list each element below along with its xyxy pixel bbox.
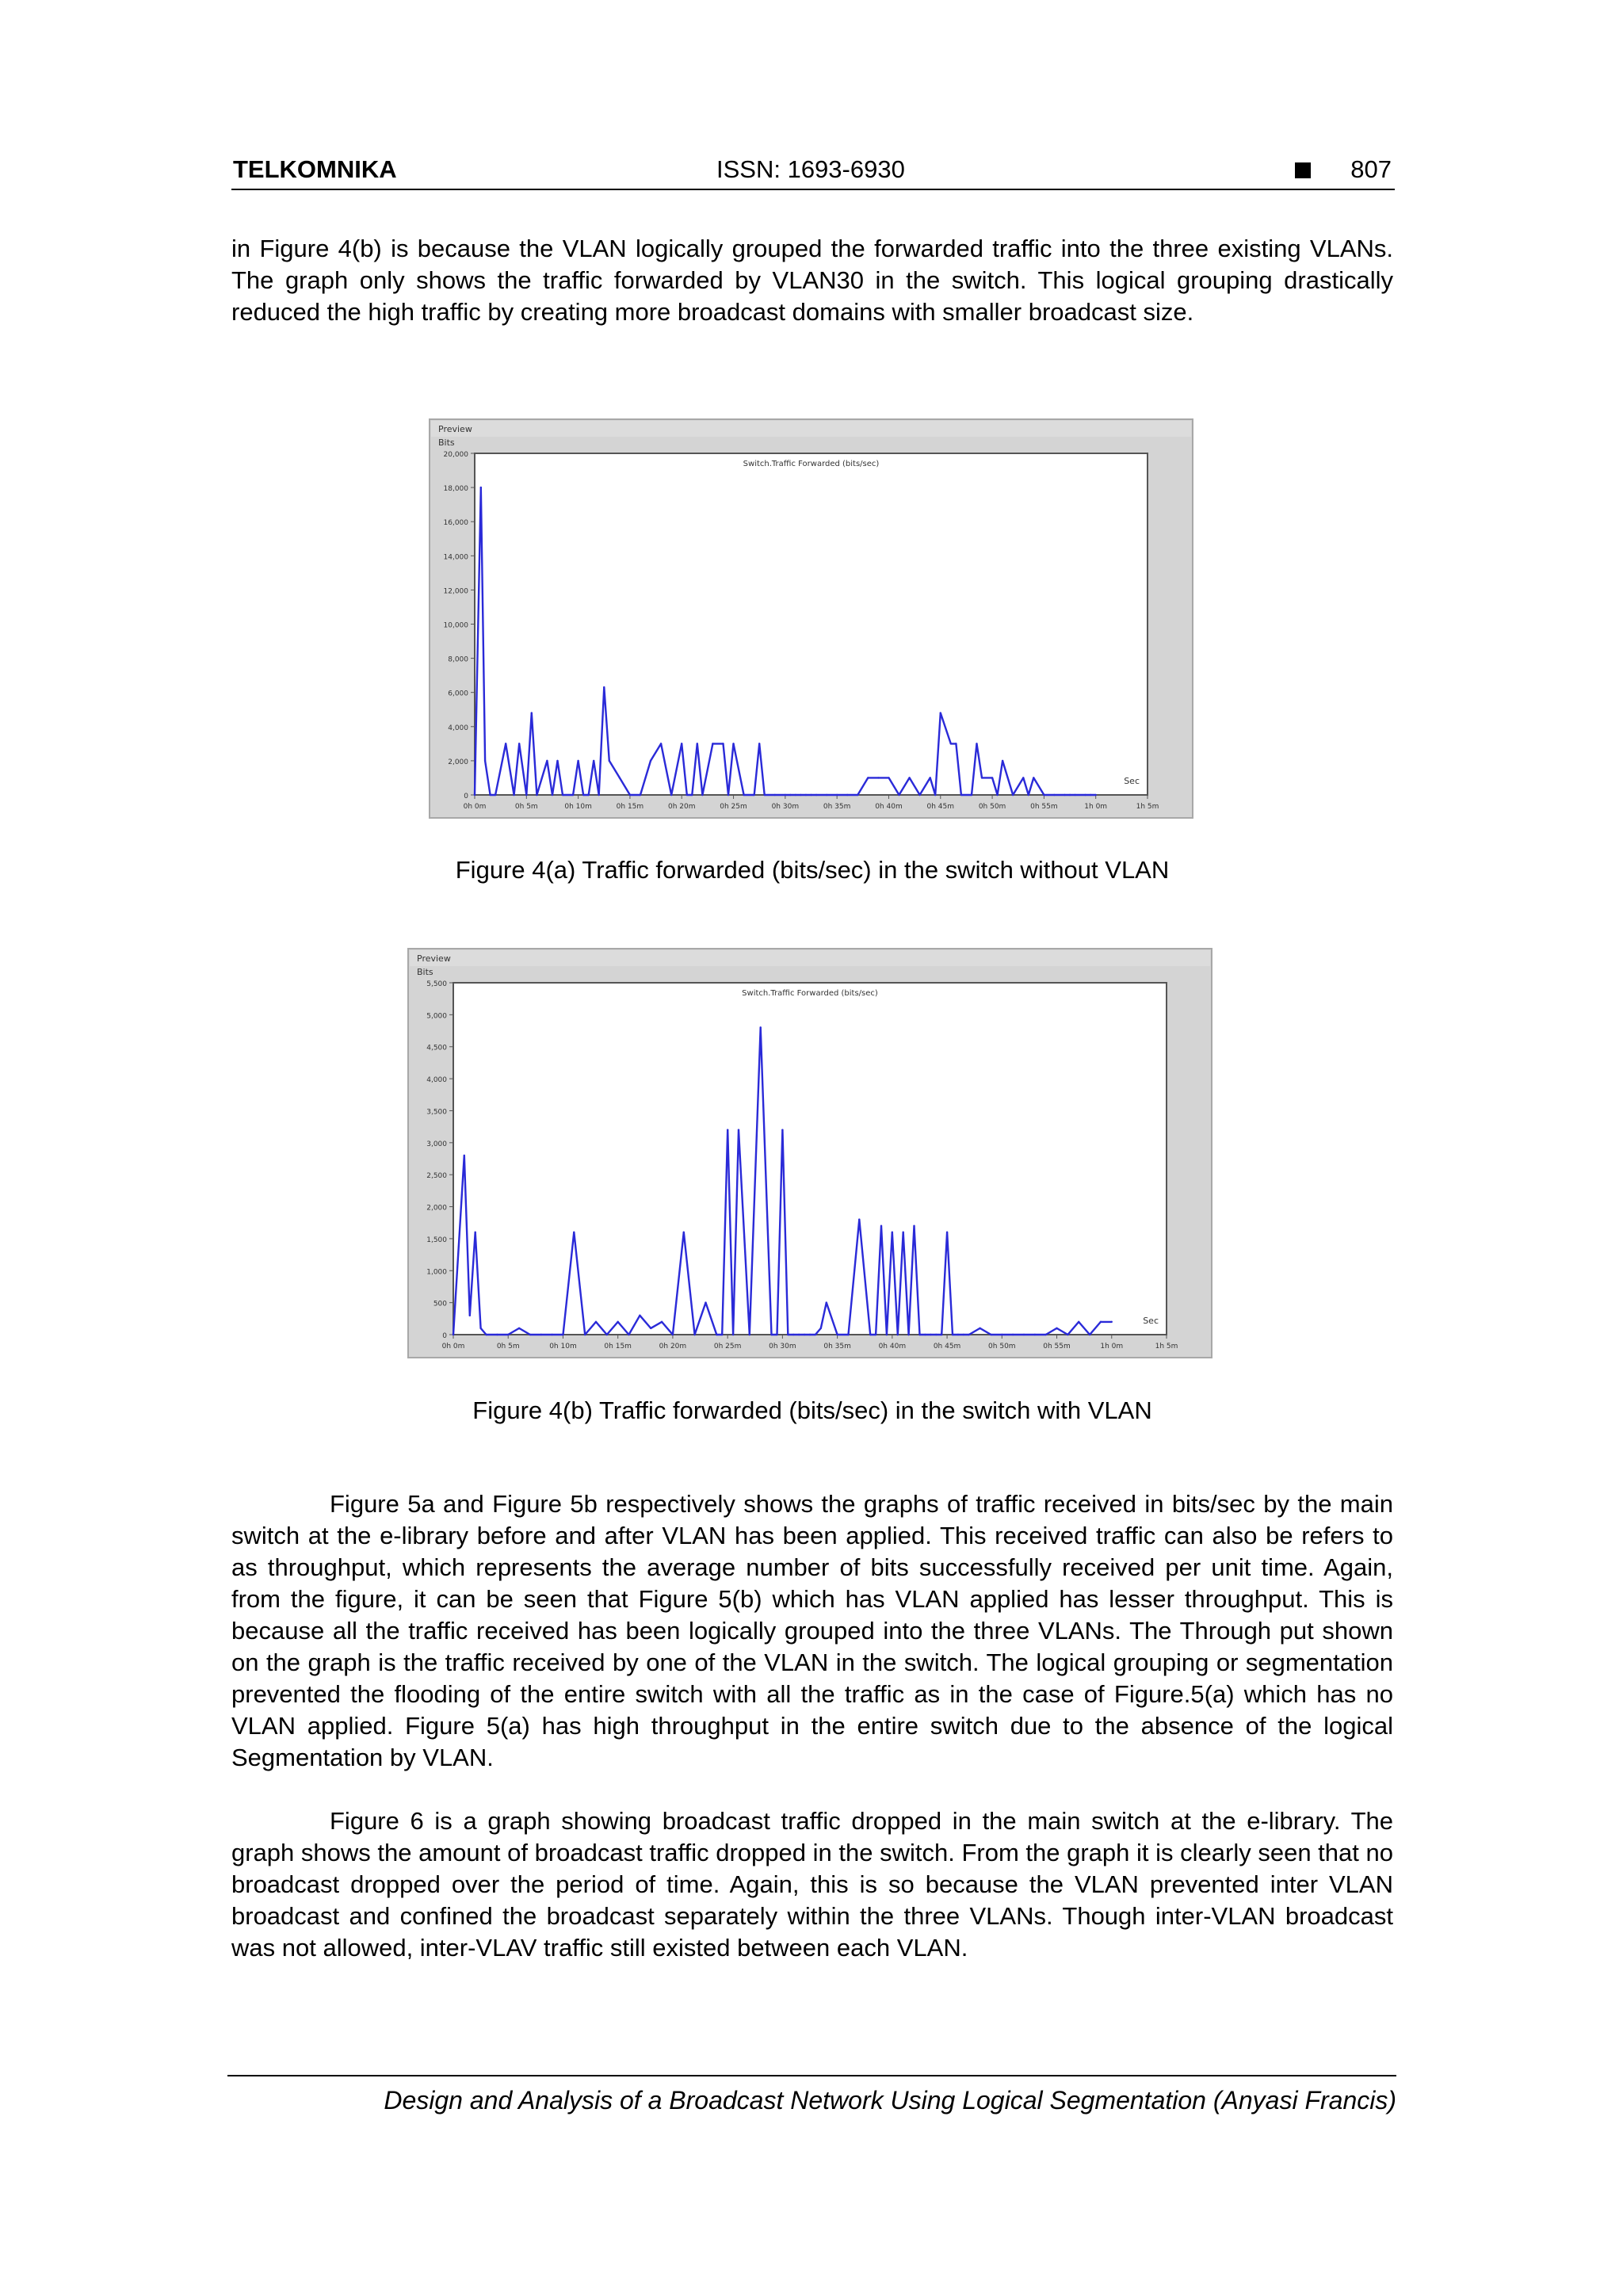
data-point: [562, 794, 563, 796]
data-point: [705, 1301, 706, 1303]
data-point: [464, 1155, 465, 1156]
figure-4a-svg: [429, 418, 1193, 819]
figure-5-paragraph: Figure 5a and Figure 5b respectively shows the graphs of traffic received in bits/sec by the main switch at the e-library before and after VLAN has been applied. This received traffic can also be refers to as throughput, which represents the average number of bits successfully received per unit time. Again, from the figure, it can be seen that Figure 5(b) which has VLAN applied has lesser throughput. This is because all the traffic received has been logically grouped into the three VLANs. The Through put shown on the graph is the traffic received by one of the VLAN in the switch. The logical grouping or segmentation prevented the flooding of the entire switch with all the traffic as in the case of Figure.5(a) which has no VLAN applied. Figure 5(a) has high throughput in the entire switch due to the absence of the logical Segmentation by VLAN.: [231, 1490, 1393, 1771]
x-tick-label: 0h 55m: [1030, 803, 1058, 811]
data-point: [897, 1334, 899, 1335]
x-tick-label: 0h 25m: [713, 1343, 742, 1350]
data-point: [479, 1328, 481, 1329]
page-number: 807: [1350, 155, 1392, 183]
data-point: [847, 1334, 849, 1335]
x-tick-label: 0h 15m: [616, 803, 644, 811]
data-point: [1001, 1334, 1002, 1335]
x-tick-label: 1h 5m: [1136, 803, 1159, 811]
data-point: [513, 794, 514, 796]
x-tick-label: 0h 50m: [988, 1343, 1016, 1350]
data-point: [469, 1315, 471, 1316]
preview-label: Preview: [417, 953, 451, 964]
data-point: [525, 794, 527, 796]
data-point: [809, 1334, 811, 1335]
data-point: [1078, 1321, 1079, 1323]
data-point: [518, 743, 520, 744]
data-point: [609, 760, 610, 762]
x-tick-label: 0h 30m: [771, 803, 800, 811]
data-point: [952, 1334, 953, 1335]
figure-4b-caption: Figure 4(b) Traffic forwarded (bits/sec) in the switch with VLAN: [472, 1396, 1152, 1424]
data-point: [629, 794, 631, 796]
data-point: [846, 794, 848, 796]
chart-titlebar: [410, 950, 1210, 966]
y-tick-label: 4,000: [448, 724, 468, 732]
data-point: [857, 794, 858, 796]
data-point: [518, 1328, 520, 1329]
data-point: [546, 760, 548, 762]
data-point: [495, 794, 496, 796]
data-point: [628, 1334, 629, 1335]
data-point: [617, 1321, 618, 1323]
x-tick-label: 0h 25m: [720, 803, 747, 811]
data-point: [935, 1334, 937, 1335]
data-point: [619, 777, 621, 778]
y-tick-label: 14,000: [443, 553, 468, 562]
data-point: [957, 1334, 959, 1335]
data-point: [1002, 760, 1003, 762]
x-axis-label: Sec: [1143, 1316, 1159, 1326]
data-point: [1067, 1334, 1068, 1335]
figure-4a-chart: [429, 418, 1193, 819]
x-tick-label: 1h 5m: [1155, 1343, 1178, 1350]
data-point: [639, 1315, 640, 1316]
data-point: [836, 794, 838, 796]
data-point: [781, 1129, 783, 1130]
data-point: [573, 1232, 575, 1233]
x-tick-label: 0h 30m: [769, 1343, 796, 1350]
x-tick-label: 0h 35m: [823, 1343, 851, 1350]
y-tick-label: 1,500: [426, 1236, 447, 1244]
square-bullet-icon: [1295, 162, 1311, 178]
data-point: [907, 1334, 909, 1335]
data-point: [758, 743, 760, 744]
running-header: [231, 155, 1395, 190]
y-axis-label: Bits: [417, 967, 433, 977]
data-point: [738, 1129, 739, 1130]
x-tick-label: 0h 20m: [659, 1343, 687, 1350]
data-point: [1023, 1334, 1025, 1335]
data-point: [540, 1334, 542, 1335]
data-point: [485, 1334, 487, 1335]
data-point: [1100, 1321, 1102, 1323]
data-point: [918, 1334, 920, 1335]
y-tick-label: 10,000: [443, 621, 468, 630]
x-tick-label: 0h 35m: [823, 803, 851, 811]
y-tick-label: 2,000: [426, 1204, 447, 1213]
figure-4a-caption: Figure 4(a) Traffic forwarded (bits/sec) in the switch without VLAN: [455, 856, 1170, 884]
data-point: [774, 794, 776, 796]
y-axis-label: Bits: [438, 437, 455, 448]
data-point: [453, 1334, 454, 1335]
data-point: [877, 777, 879, 778]
data-point: [536, 794, 537, 796]
data-point: [681, 743, 682, 744]
data-point: [1034, 1334, 1036, 1335]
data-point: [924, 1334, 926, 1335]
data-point: [867, 777, 869, 778]
x-tick-label: 0h 5m: [496, 1343, 520, 1350]
y-tick-label: 2,000: [448, 758, 468, 766]
x-tick-label: 1h 0m: [1100, 1343, 1124, 1350]
data-point: [749, 1334, 750, 1335]
data-point: [1033, 777, 1034, 778]
data-point: [1022, 777, 1024, 778]
data-point: [1056, 1328, 1057, 1329]
data-point: [582, 794, 584, 796]
data-point: [941, 1334, 942, 1335]
y-tick-label: 6,000: [448, 690, 468, 698]
x-tick-label: 0h 5m: [514, 803, 538, 811]
data-point: [787, 1334, 789, 1335]
data-point: [908, 777, 910, 778]
data-point: [1089, 1334, 1090, 1335]
journal-name: TELKOMNIKA: [233, 155, 397, 183]
data-point: [940, 712, 941, 713]
data-point: [552, 794, 553, 796]
data-point: [1090, 794, 1091, 796]
data-point: [562, 1334, 563, 1335]
data-point: [556, 760, 558, 762]
data-point: [971, 794, 972, 796]
data-point: [810, 794, 812, 796]
data-point: [886, 1334, 888, 1335]
data-point: [1111, 1321, 1113, 1323]
data-point: [1028, 794, 1029, 796]
data-point: [660, 743, 662, 744]
data-point: [888, 777, 889, 778]
data-point: [606, 1334, 608, 1335]
y-tick-label: 4,000: [426, 1076, 447, 1085]
y-tick-label: 5,000: [426, 1012, 447, 1021]
data-point: [1094, 794, 1096, 796]
data-point: [930, 777, 931, 778]
data-point: [1074, 794, 1075, 796]
data-point: [804, 1334, 805, 1335]
data-point: [1084, 794, 1086, 796]
y-tick-label: 5,500: [426, 980, 447, 988]
y-tick-label: 1,000: [426, 1268, 447, 1277]
data-point: [815, 794, 817, 796]
data-point: [732, 743, 734, 744]
data-point: [1012, 1334, 1014, 1335]
data-point: [507, 1334, 509, 1335]
y-tick-label: 0: [442, 1332, 447, 1340]
y-tick-label: 2,500: [426, 1172, 447, 1181]
data-point: [531, 712, 533, 713]
preview-label: Preview: [438, 424, 472, 434]
data-point: [1069, 794, 1071, 796]
data-point: [776, 1334, 777, 1335]
figure-4b-chart: [407, 948, 1212, 1358]
data-point: [770, 1334, 772, 1335]
data-point: [598, 794, 600, 796]
data-point: [721, 1334, 723, 1335]
data-point: [727, 1129, 728, 1130]
data-point: [976, 743, 977, 744]
data-point: [1053, 794, 1055, 796]
data-point: [603, 686, 605, 688]
data-point: [981, 777, 983, 778]
plot-area: [475, 453, 1148, 795]
data-point: [950, 743, 952, 744]
data-point: [789, 794, 791, 796]
data-point: [584, 1334, 586, 1335]
data-point: [892, 1232, 893, 1233]
data-point: [672, 1334, 674, 1335]
data-point: [800, 794, 801, 796]
data-point: [727, 794, 729, 796]
data-point: [577, 760, 579, 762]
data-point: [489, 794, 491, 796]
x-tick-label: 0h 0m: [441, 1343, 465, 1350]
y-tick-label: 4,500: [426, 1044, 447, 1052]
figure-6-paragraph: Figure 6 is a graph showing broadcast traffic dropped in the main switch at the e-library. The graph shows the amount of broadcast traffic dropped in the switch. From the graph it is clearly seen that no broadcast dropped over the period of time. Again, this is so because the VLAN prevented inter VLAN broadcast and confined the broadcast separately within the three VLANs. Though inter-VLAN broadcast was not allowed, inter-VLAV traffic still existed between each VLAN.: [231, 1807, 1393, 1962]
data-point: [968, 1334, 970, 1335]
data-point: [686, 794, 688, 796]
data-point: [996, 794, 998, 796]
data-point: [991, 777, 993, 778]
x-axis-label: Sec: [1124, 776, 1140, 786]
data-point: [785, 794, 786, 796]
x-tick-label: 0h 10m: [549, 1343, 577, 1350]
data-point: [593, 760, 594, 762]
y-tick-label: 500: [433, 1300, 447, 1308]
data-point: [934, 794, 936, 796]
data-point: [697, 743, 698, 744]
x-tick-label: 0h 10m: [564, 803, 592, 811]
data-point: [1064, 794, 1065, 796]
data-point: [722, 743, 724, 744]
data-point: [764, 794, 766, 796]
y-tick-label: 12,000: [443, 587, 468, 596]
x-tick-label: 0h 45m: [933, 1343, 961, 1350]
y-tick-label: 8,000: [448, 655, 468, 664]
figure-4b-svg: [407, 948, 1212, 1358]
data-point: [930, 1334, 931, 1335]
data-point: [918, 794, 920, 796]
data-point: [716, 1334, 717, 1335]
data-point: [474, 794, 475, 796]
chart-title: Switch.Traffic Forwarded (bits/sec): [743, 460, 880, 468]
y-tick-label: 16,000: [443, 519, 468, 528]
data-point: [963, 1334, 964, 1335]
data-point: [529, 1334, 531, 1335]
x-tick-label: 0h 45m: [926, 803, 955, 811]
data-point: [701, 794, 703, 796]
data-point: [820, 1328, 822, 1329]
data-point: [990, 1334, 991, 1335]
data-point: [955, 743, 957, 744]
data-point: [496, 1334, 498, 1335]
data-point: [792, 1334, 794, 1335]
data-point: [836, 1334, 838, 1335]
x-tick-label: 0h 20m: [667, 803, 696, 811]
y-tick-label: 3,000: [426, 1140, 447, 1148]
plot-area: [453, 983, 1167, 1335]
data-point: [913, 1225, 915, 1227]
data-point: [551, 1334, 552, 1335]
data-point: [898, 794, 899, 796]
data-point: [743, 794, 744, 796]
data-point: [661, 1321, 663, 1323]
data-point: [858, 1218, 860, 1220]
chart-title: Switch.Traffic Forwarded (bits/sec): [742, 989, 878, 998]
data-point: [815, 1334, 816, 1335]
data-point: [683, 1232, 685, 1233]
data-point: [960, 794, 962, 796]
data-point: [474, 1232, 475, 1233]
data-point: [759, 1026, 761, 1028]
data-point: [826, 794, 827, 796]
chart-titlebar: [431, 421, 1191, 437]
data-point: [902, 1232, 903, 1233]
x-tick-label: 0h 0m: [463, 803, 487, 811]
data-point: [541, 777, 543, 778]
x-tick-label: 0h 15m: [604, 1343, 632, 1350]
data-point: [650, 1328, 651, 1329]
data-point: [712, 743, 713, 744]
data-point: [946, 1232, 948, 1233]
x-tick-label: 0h 40m: [878, 1343, 907, 1350]
y-tick-label: 0: [464, 793, 468, 800]
data-point: [670, 794, 672, 796]
data-point: [484, 760, 486, 762]
data-point: [875, 1334, 876, 1335]
data-point: [798, 1334, 800, 1335]
data-point: [572, 794, 574, 796]
data-point: [650, 760, 651, 762]
x-tick-label: 0h 55m: [1043, 1343, 1071, 1350]
data-point: [587, 794, 589, 796]
data-point: [795, 794, 796, 796]
running-footer: Design and Analysis of a Broadcast Network Using Logical Segmentation (Anyasi Francis): [227, 2075, 1396, 2115]
data-point: [595, 1321, 597, 1323]
y-tick-label: 3,500: [426, 1108, 447, 1117]
x-tick-label: 1h 0m: [1084, 803, 1108, 811]
data-point: [693, 1334, 695, 1335]
data-point: [880, 1225, 882, 1227]
intro-paragraph: in Figure 4(b) is because the VLAN logically grouped the forwarded traffic into the three existing VLANs. The graph only shows the traffic forwarded by VLAN30 in the switch. This logical grouping drastically reduced the high traffic by creating more broadcast domains with smaller broadcast size.: [231, 235, 1393, 326]
y-tick-label: 20,000: [443, 451, 468, 459]
y-tick-label: 18,000: [443, 485, 468, 494]
data-point: [805, 794, 807, 796]
data-point: [1012, 794, 1014, 796]
x-tick-label: 0h 50m: [978, 803, 1006, 811]
data-point: [826, 1301, 827, 1303]
data-point: [640, 794, 641, 796]
data-point: [505, 743, 506, 744]
data-point: [869, 1334, 871, 1335]
data-point: [732, 1334, 734, 1335]
data-point: [1044, 1334, 1046, 1335]
data-point: [1043, 794, 1044, 796]
data-point: [753, 794, 754, 796]
data-point: [691, 794, 693, 796]
data-point: [979, 1328, 980, 1329]
data-point: [480, 487, 482, 488]
issn: ISSN: 1693-6930: [716, 155, 905, 183]
x-tick-label: 0h 40m: [875, 803, 903, 811]
